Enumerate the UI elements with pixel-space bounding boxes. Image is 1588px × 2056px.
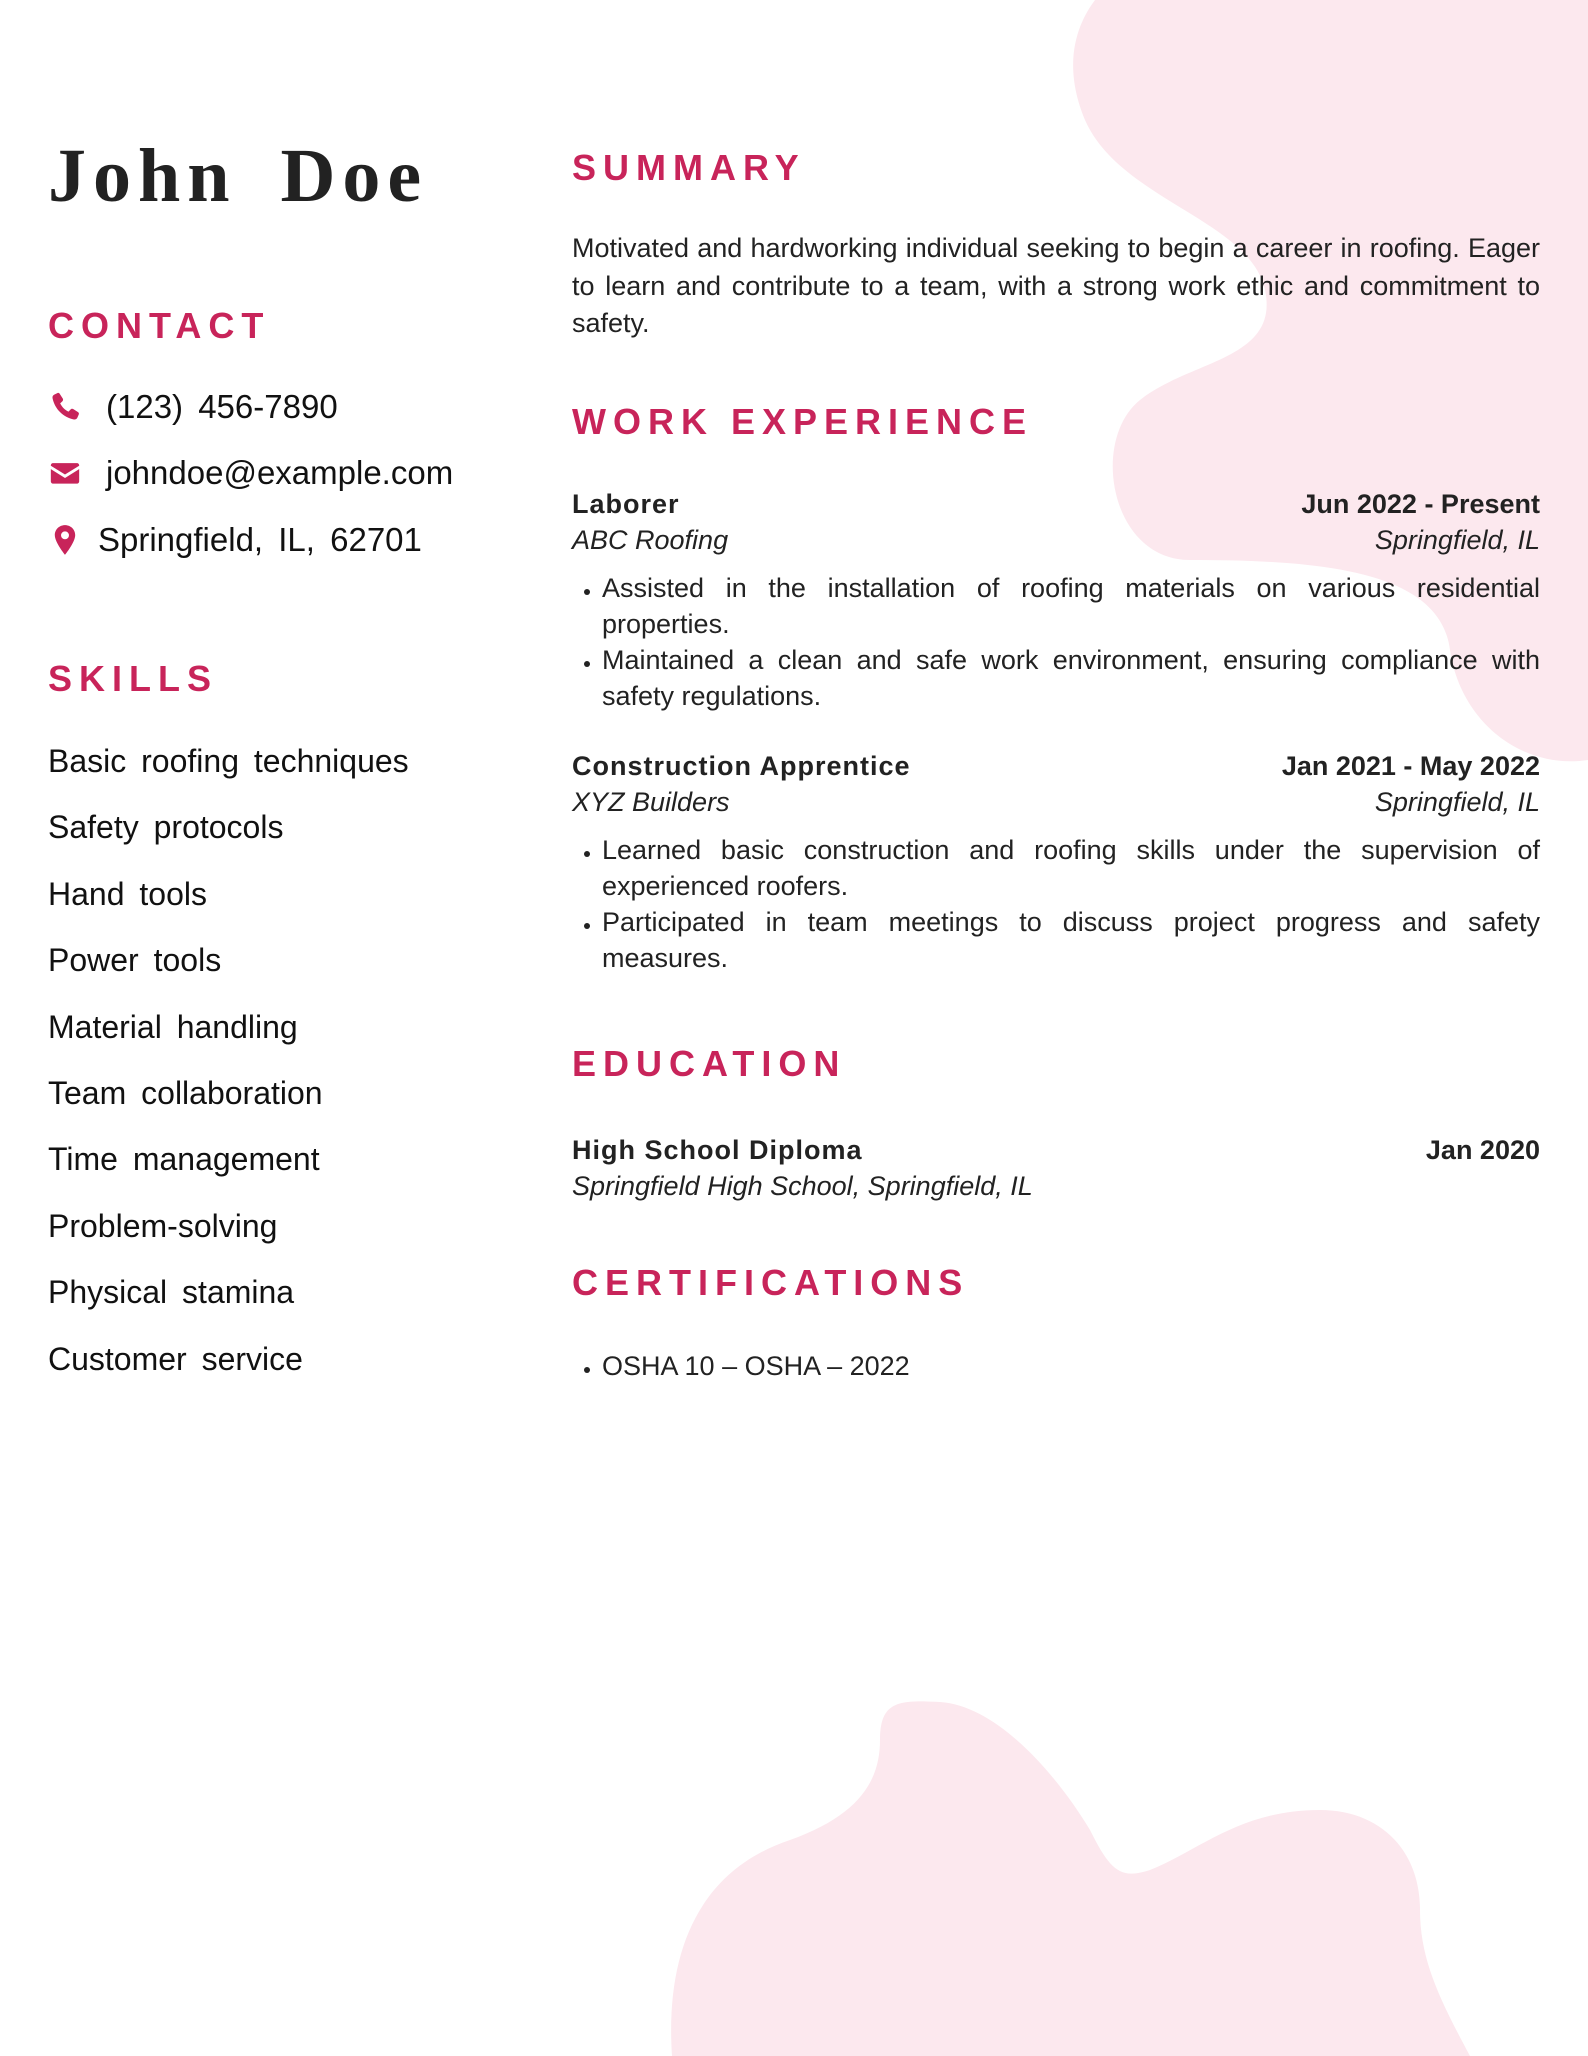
job-dates: Jun 2022 - Present: [1301, 489, 1540, 519]
work-experience-heading: WORK EXPERIENCE: [572, 401, 1034, 442]
job-company: ABC Roofing: [572, 525, 729, 555]
certification-item: • OSHA 10 – OSHA – 2022: [602, 1348, 1540, 1384]
skill-item: Team collaboration: [48, 1074, 323, 1111]
email-address: johndoe@example.com: [106, 454, 454, 491]
job-bullets: [572, 570, 1540, 714]
contact-phone: [48, 388, 338, 426]
skill-item: Basic roofing techniques: [48, 743, 409, 779]
envelope-icon: [48, 456, 82, 490]
map-pin-icon: [48, 523, 82, 557]
contact-heading: CONTACT: [48, 305, 271, 346]
skill-item: Problem-solving: [48, 1207, 278, 1244]
skill-item: Hand tools: [48, 875, 207, 912]
contact-email: [48, 454, 453, 492]
education-entry: [572, 1132, 1540, 1204]
education-heading: EDUCATION: [572, 1043, 847, 1084]
school: Springfield High School, Springfield, IL: [572, 1171, 1033, 1201]
job-title: Laborer: [572, 489, 680, 519]
job-entry: [572, 748, 1540, 976]
phone-icon: [48, 390, 82, 424]
contact-location: [48, 521, 422, 559]
job-bullet: • Maintained a clean and safe work environment, ensuring compliance with safety regulations.: [602, 642, 1540, 714]
certifications-list: [572, 1348, 1540, 1384]
candidate-name: John Doe: [48, 134, 429, 218]
job-company: XYZ Builders: [572, 787, 730, 817]
education-date: Jan 2020: [1425, 1135, 1540, 1165]
skill-item: Customer service: [48, 1340, 303, 1377]
job-location: Springfield, IL: [1374, 787, 1540, 817]
job-bullets: [572, 832, 1540, 976]
skills-list: [48, 735, 409, 1399]
skills-heading: SKILLS: [48, 658, 219, 699]
job-title: Construction Apprentice: [572, 751, 911, 781]
location-text: Springfield, IL, 62701: [98, 521, 422, 558]
summary-heading: SUMMARY: [572, 147, 806, 188]
job-location: Springfield, IL: [1374, 525, 1540, 555]
degree: High School Diploma: [572, 1135, 863, 1165]
job-entry: [572, 486, 1540, 714]
job-dates: Jan 2021 - May 2022: [1281, 751, 1540, 781]
phone-number: (123) 456-7890: [106, 388, 338, 425]
skill-item: Physical stamina: [48, 1274, 295, 1311]
summary-text: Motivated and hardworking individual seeking to begin a career in roofing. Eager to learn and contribute to a team, with a strong work ethic and commitment to safety.: [572, 233, 1540, 338]
skill-item: Safety protocols: [48, 809, 284, 846]
job-bullet: • Learned basic construction and roofing skills under the supervision of experienced roofers.: [602, 832, 1540, 904]
certifications-heading: CERTIFICATIONS: [572, 1262, 970, 1303]
job-bullet: • Participated in team meetings to discuss project progress and safety measures.: [602, 904, 1540, 976]
skill-item: Power tools: [48, 942, 222, 979]
skill-item: Time management: [48, 1141, 320, 1178]
skill-item: Material handling: [48, 1008, 298, 1045]
bottom-blob: [671, 1701, 1470, 2056]
job-bullet: • Assisted in the installation of roofing materials on various residential properties.: [602, 570, 1540, 642]
